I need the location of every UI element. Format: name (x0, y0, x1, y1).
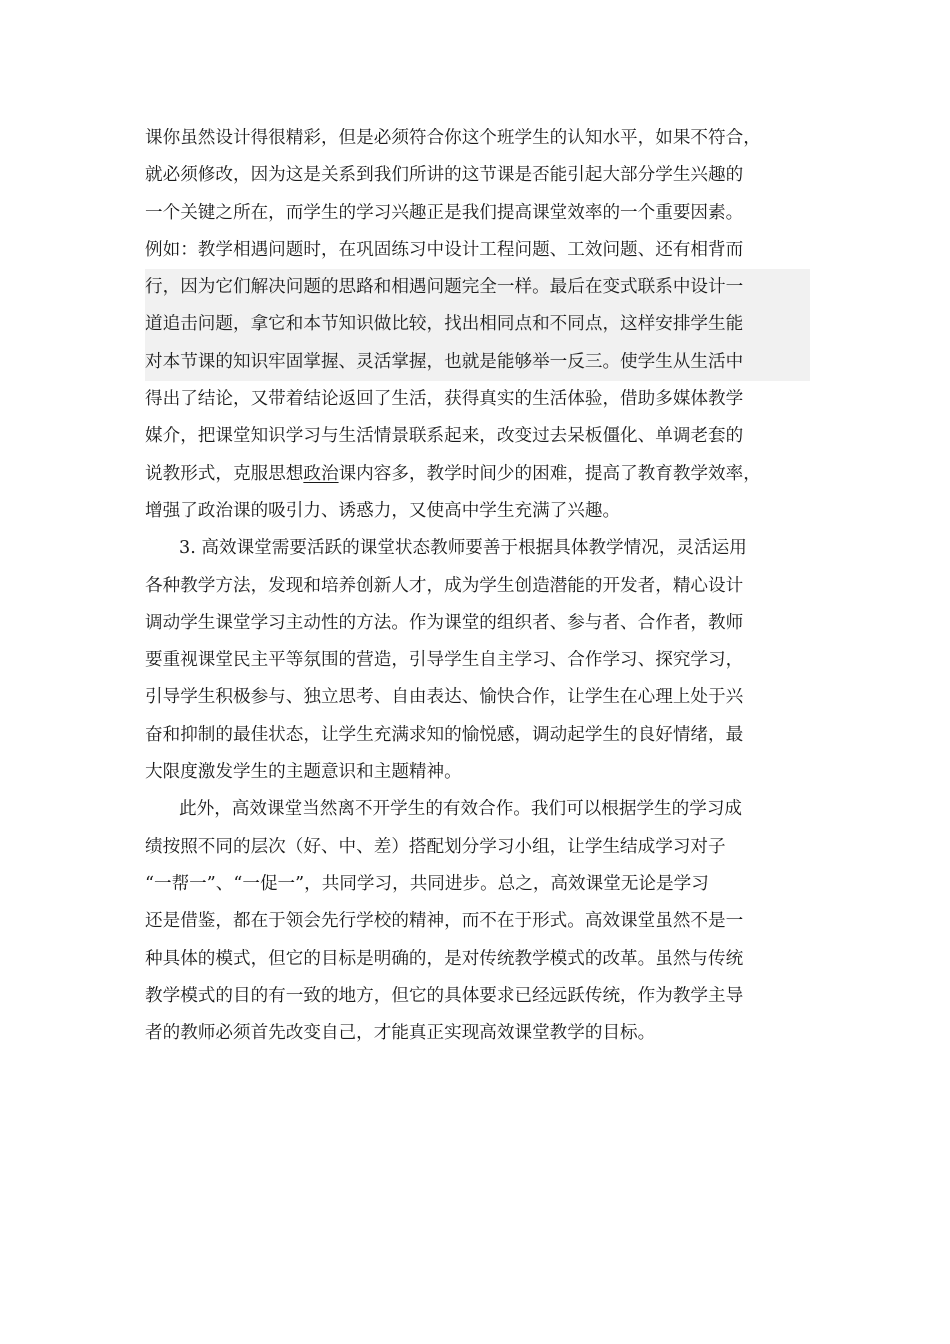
text-line: 教学模式的目的有一致的地方，但它的具体要求已经远跃传统，作为教学主导 (145, 985, 744, 1006)
text-line: “一帮一”、“一促一”，共同学习，共同进步。总之，高效课堂无论是学习 (145, 873, 709, 894)
text-line: 大限度激发学生的主题意识和主题精神。 (145, 762, 462, 783)
text-line-first: 此外，高效课堂当然离不开学生的有效合作。我们可以根据学生的学习成 (179, 799, 743, 820)
document-body (145, 120, 810, 1052)
text-line: 引导学生积极参与、独立思考、自由表达、愉快合作，让学生在心理上处于兴 (145, 687, 744, 708)
paragraph-2 (145, 530, 810, 791)
text-line: 就必须修改，因为这是关系到我们所讲的这节课是否能引起大部分学生兴趣的 (145, 165, 744, 186)
text-line: 增强了政治课的吸引力、诱惑力，又使高中学生充满了兴趣。 (145, 500, 621, 521)
text-line: 绩按照不同的层次（好、中、差）搭配划分学习小组，让学生结成学习对子 (145, 836, 726, 857)
text-line: 媒介，把课堂知识学习与生活情景联系起来，改变过去呆板僵化、单调老套的 (145, 426, 744, 447)
text-line-highlighted: 行，因为它们解决问题的思路和相遇问题完全一样。最后在变式联系中设计一 (145, 269, 810, 306)
text-line-highlighted: 对本节课的知识牢固掌握、灵活掌握，也就是能够举一反三。使学生从生活中 (145, 344, 810, 381)
text-line: 课你虽然设计得很精彩，但是必须符合你这个班学生的认知水平，如果不符合， (145, 128, 761, 148)
text-line-first: 3. 高效课堂需要活跃的课堂状态教师要善于根据具体教学情况，灵活运用 (179, 538, 747, 559)
text-line: 各种教学方法，发现和培养创新人才，成为学生创造潜能的开发者，精心设计 (145, 575, 744, 596)
text-line (145, 456, 810, 493)
text-line-highlighted: 道追击问题，拿它和本节知识做比较，找出相同点和不同点，这样安排学生能 (145, 306, 810, 343)
text-line: 奋和抑制的最佳状态，让学生充满求知的愉悦感，调动起学生的良好情绪，最 (145, 724, 744, 745)
text-run: 说教形式，克服思想 (145, 463, 304, 484)
paragraph-1 (145, 120, 810, 530)
text-line: 种具体的模式，但它的目标是明确的，是对传统教学模式的改革。虽然与传统 (145, 948, 744, 969)
text-line: 得出了结论，又带着结论返回了生活，获得真实的生活体验，借助多媒体教学 (145, 389, 744, 410)
text-line: 者的教师必须首先改变自己，才能真正实现高效课堂教学的目标。 (145, 1023, 656, 1044)
text-line: 例如：教学相遇问题时，在巩固练习中设计工程问题、工效问题、还有相背而 (145, 239, 744, 260)
text-line: 还是借鉴，都在于领会先行学校的精神，而不在于形式。高效课堂虽然不是一 (145, 911, 744, 932)
paragraph-3 (145, 791, 810, 1052)
text-run: 课内容多，教学时间少的困难，提高了教育教学效率， (338, 463, 761, 484)
text-line: 要重视课堂民主平等氛围的营造，引导学生自主学习、合作学习、探究学习， (145, 650, 744, 671)
underlined-link-text[interactable]: 政治 (303, 463, 339, 484)
text-line: 一个关键之所在，而学生的学习兴趣正是我们提高课堂效率的一个重要因素。 (145, 202, 744, 223)
text-line: 调动学生课堂学习主动性的方法。作为课堂的组织者、参与者、合作者，教师 (145, 612, 744, 633)
